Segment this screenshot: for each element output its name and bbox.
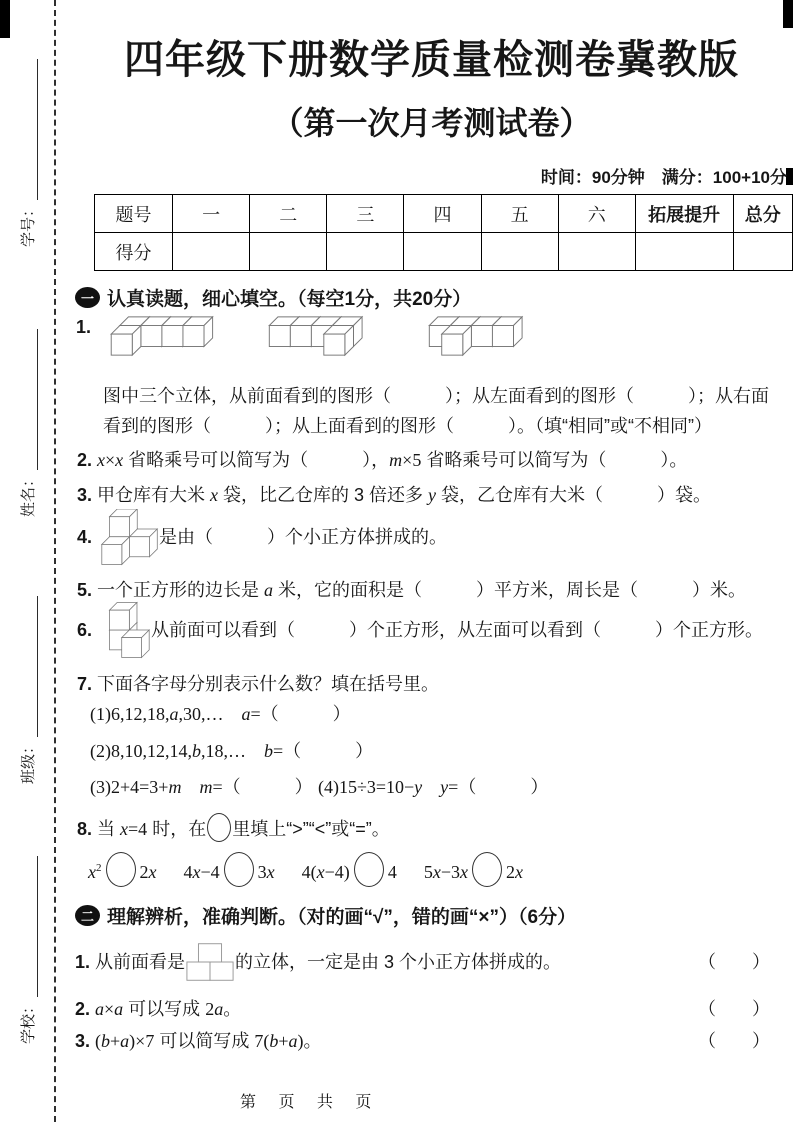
- margin-field-school: [16, 856, 38, 1044]
- q1-text-line1: 图中三个立体，从前面看到的图形（ ）；从左面看到的图形（ ）；从右面: [103, 386, 769, 406]
- q1-number: 1.: [76, 317, 92, 337]
- text-run: =（ ）: [273, 741, 374, 761]
- cube-figure-1b: [266, 314, 374, 358]
- text-run: x: [120, 819, 129, 839]
- fill-line: [23, 596, 38, 737]
- q8-item: [302, 852, 397, 887]
- text-run: m: [389, 450, 403, 470]
- text-run: a: [214, 999, 224, 1019]
- score-col-header: 二: [250, 195, 327, 233]
- question-2: [77, 447, 687, 473]
- text-run: ): [297, 1031, 304, 1051]
- q6-number: 6.: [77, 620, 93, 640]
- scan-artifact: [786, 168, 793, 185]
- text-run: a: [241, 704, 251, 724]
- score-value-row: [95, 233, 793, 271]
- compare-circle: [106, 852, 136, 887]
- text-run: 3: [257, 862, 267, 882]
- q8-item-right: [258, 862, 275, 882]
- question-3: [77, 482, 711, 508]
- text-run: 省略乘号可以简写为（ ），: [123, 450, 390, 470]
- margin-field-student-id: [16, 59, 38, 247]
- margin-field-name: [16, 329, 38, 517]
- q8-expressions: [88, 852, 523, 887]
- flat-squares-figure: [185, 942, 235, 982]
- text-run: x: [266, 862, 275, 882]
- s2q1-text-pre: 从前面看是: [95, 952, 186, 972]
- text-run: b: [192, 741, 201, 761]
- q8-item-left: [88, 862, 102, 882]
- s2q3-text: [95, 1028, 321, 1054]
- name-label: 姓名：: [20, 471, 37, 517]
- text-run: x: [514, 862, 523, 882]
- answer-blank: （ ）: [698, 952, 770, 972]
- text-run: (1)6,12,18,: [90, 704, 170, 724]
- text-run: x: [316, 862, 325, 882]
- q1-figures: [76, 314, 534, 358]
- q2-text: [97, 450, 687, 470]
- q8-title: [97, 819, 390, 839]
- text-run: 4: [387, 862, 397, 882]
- text-run: 一个正方形的边长是: [97, 580, 265, 600]
- text-run: 可以写成: [123, 999, 206, 1019]
- text-run: =（ ）: [250, 704, 351, 724]
- q8-item-right: [140, 862, 157, 882]
- score-cell-empty: [481, 233, 558, 271]
- text-run: x: [88, 862, 96, 882]
- q8-item-right: [506, 862, 523, 882]
- text-run: 里填上“>”“<”或“=”。: [232, 819, 390, 839]
- q7-sub2: [90, 738, 373, 764]
- text-run: x: [432, 862, 441, 882]
- q5-text: [97, 580, 746, 600]
- text-run: 。: [223, 999, 242, 1019]
- text-run: (: [95, 1031, 102, 1051]
- text-run: a: [288, 1031, 298, 1051]
- compare-circle: [224, 852, 254, 887]
- section1-heading: 认真读题，细心填空。（每空1分，共20分）: [107, 289, 472, 310]
- fill-line: [23, 329, 38, 470]
- text-run: y: [440, 777, 449, 797]
- q7-sub4: [318, 774, 548, 800]
- text-run: a: [169, 704, 179, 724]
- section1-badge: 一: [75, 287, 100, 308]
- text-run: )×7: [129, 1031, 155, 1051]
- text-run: a: [264, 580, 274, 600]
- text-run: −3: [440, 862, 460, 882]
- q5-number: 5.: [77, 580, 93, 600]
- question-7: [77, 671, 439, 697]
- cube-figure-q4: [97, 509, 159, 566]
- blank-circle: [207, 813, 231, 842]
- q8-item: [88, 852, 157, 887]
- text-run: ×: [104, 999, 115, 1019]
- q8-item-left: [302, 862, 350, 882]
- score-header-row: [95, 195, 793, 233]
- score-cell-empty: [558, 233, 635, 271]
- text-run: 2: [96, 862, 102, 874]
- text-run: 当: [97, 819, 121, 839]
- scan-artifact: [783, 0, 793, 28]
- q8-item: [424, 852, 523, 887]
- text-run: −4): [324, 862, 350, 882]
- text-run: 米，它的面积是（ ）平方米，周长是（ ）米。: [273, 580, 747, 600]
- text-run: x: [192, 862, 201, 882]
- fill-line: [23, 59, 38, 200]
- s2q2-number: 2.: [75, 999, 91, 1019]
- q7-sub34: [90, 774, 548, 800]
- scan-artifact: [0, 0, 10, 38]
- margin-field-class: [16, 596, 38, 784]
- score-cell-empty: [635, 233, 733, 271]
- s2q1-text-post: 的立体，一定是由 3 个小正方体拼成的。: [235, 952, 562, 972]
- s2q2-text: [95, 996, 241, 1022]
- q7-number: 7.: [77, 674, 93, 694]
- school-label: 学校：: [20, 998, 37, 1044]
- exam-info: 时间：90分钟 满分：100+10分: [540, 168, 787, 187]
- text-run: ,18,…: [201, 741, 264, 761]
- text-run: =（ ）: [448, 777, 549, 797]
- text-run: 甲仓库有大米: [97, 485, 211, 505]
- text-run: m: [199, 777, 213, 797]
- compare-circle: [354, 852, 384, 887]
- page-footer: 第 页 共 页: [240, 1094, 381, 1111]
- text-run: ,30,…: [178, 704, 242, 724]
- q3-text: [97, 485, 711, 505]
- score-col-header: 一: [173, 195, 250, 233]
- student-id-label: 学号：: [20, 201, 37, 247]
- text-run: 。: [303, 1031, 322, 1051]
- text-run: x: [115, 450, 124, 470]
- q7-heading: 下面各字母分别表示什么数？填在括号里。: [97, 674, 440, 694]
- score-col-header: 题号: [95, 195, 173, 233]
- question-8: [77, 813, 390, 842]
- question-6: [77, 601, 763, 659]
- s2q3-number: 3.: [75, 1031, 91, 1051]
- text-run: y: [414, 777, 423, 797]
- text-run: a: [120, 1031, 130, 1051]
- answer-blank: （ ）: [698, 999, 770, 1019]
- score-cell-empty: [250, 233, 327, 271]
- score-col-header: 三: [327, 195, 404, 233]
- q4-number: 4.: [77, 527, 93, 547]
- text-run: 7(: [254, 1031, 270, 1051]
- section2-badge: 二: [75, 905, 100, 926]
- q6-text: 从前面可以看到（ ）个正方形，从左面可以看到（ ）个正方形。: [151, 620, 764, 640]
- text-run: a: [114, 999, 124, 1019]
- text-run: =（ ）: [212, 777, 313, 797]
- cube-figure-1c: [426, 314, 534, 358]
- score-cell-empty: [733, 233, 792, 271]
- text-run: +: [110, 1031, 121, 1051]
- text-run: [181, 777, 199, 797]
- q2-number: 2.: [77, 450, 93, 470]
- score-col-header: 总分: [733, 195, 792, 233]
- text-run: 省略乘号可以简写为（ ）。: [421, 450, 688, 470]
- answer-blank: （ ）: [698, 1031, 770, 1051]
- text-run: 袋，比乙仓库的 3 倍还多: [218, 485, 429, 505]
- text-run: ×5: [402, 450, 422, 470]
- text-run: x: [148, 862, 157, 882]
- cube-figure-q6: [97, 601, 151, 659]
- question-4: [77, 506, 447, 568]
- text-run: a: [95, 999, 105, 1019]
- q8-item-right: [388, 862, 397, 882]
- score-cell-empty: [327, 233, 404, 271]
- text-run: +: [278, 1031, 289, 1051]
- q7-sub3: [90, 774, 318, 800]
- s2q1-number: 1.: [75, 952, 91, 972]
- text-run: 2: [139, 862, 149, 882]
- q3-number: 3.: [77, 485, 93, 505]
- text-run: y: [428, 485, 437, 505]
- score-row-label: 得分: [95, 233, 173, 271]
- class-label: 班级：: [20, 738, 37, 784]
- judge-question-3: [75, 1028, 770, 1054]
- text-run: ×: [105, 450, 116, 470]
- q8-item-left: [184, 862, 220, 882]
- text-run: 4: [183, 862, 193, 882]
- binding-dashed-line: [54, 0, 56, 1122]
- text-run: 4(: [301, 862, 317, 882]
- section1-header: [75, 284, 471, 311]
- text-run: m: [168, 777, 182, 797]
- compare-circle: [472, 852, 502, 887]
- q8-number: 8.: [77, 819, 93, 839]
- text-run: 2: [205, 999, 215, 1019]
- section2-heading: 理解辨析，准确判断。（对的画“√”，错的画“×”）（6分）: [107, 907, 577, 928]
- fill-line: [23, 856, 38, 997]
- score-table: [94, 194, 793, 271]
- text-run: 5: [423, 862, 433, 882]
- text-run: 2: [505, 862, 515, 882]
- score-cell-empty: [173, 233, 250, 271]
- page-subtitle: （第一次月考测试卷）: [271, 105, 592, 141]
- text-run: 袋，乙仓库有大米（ ）袋。: [436, 485, 712, 505]
- text-run: 可以简写成: [154, 1031, 255, 1051]
- q7-sub1: [90, 701, 351, 727]
- q8-item-left: [424, 862, 468, 882]
- q1-text-line2: 看到的图形（ ）；从上面看到的图形（ ）。（填“相同”或“不相同”）: [103, 416, 712, 436]
- section2-header: [75, 902, 576, 929]
- text-run: b: [264, 741, 273, 761]
- q4-text: 是由（ ）个小正方体拼成的。: [159, 527, 448, 547]
- text-run: (3)2+4=3+: [90, 777, 169, 797]
- text-run: =4: [128, 819, 148, 839]
- text-run: x: [97, 450, 106, 470]
- text-run: x: [210, 485, 219, 505]
- text-run: b: [269, 1031, 279, 1051]
- text-run: [422, 777, 440, 797]
- text-run: (4)15÷3=10−: [318, 777, 415, 797]
- text-run: (2)8,10,12,14,: [90, 741, 192, 761]
- text-run: −4: [200, 862, 220, 882]
- score-col-header: 四: [404, 195, 481, 233]
- question-5: [77, 577, 746, 603]
- score-col-header: 六: [558, 195, 635, 233]
- text-run: x: [459, 862, 468, 882]
- judge-question-2: [75, 996, 770, 1022]
- page-title: 四年级下册数学质量检测卷冀教版: [124, 38, 739, 82]
- score-cell-empty: [404, 233, 481, 271]
- cube-figure-1a: [106, 314, 214, 358]
- score-col-header: 拓展提升: [635, 195, 733, 233]
- text-run: 时，在: [147, 819, 207, 839]
- q8-item: [184, 852, 275, 887]
- text-run: b: [101, 1031, 111, 1051]
- judge-question-1: [75, 936, 770, 988]
- score-col-header: 五: [481, 195, 558, 233]
